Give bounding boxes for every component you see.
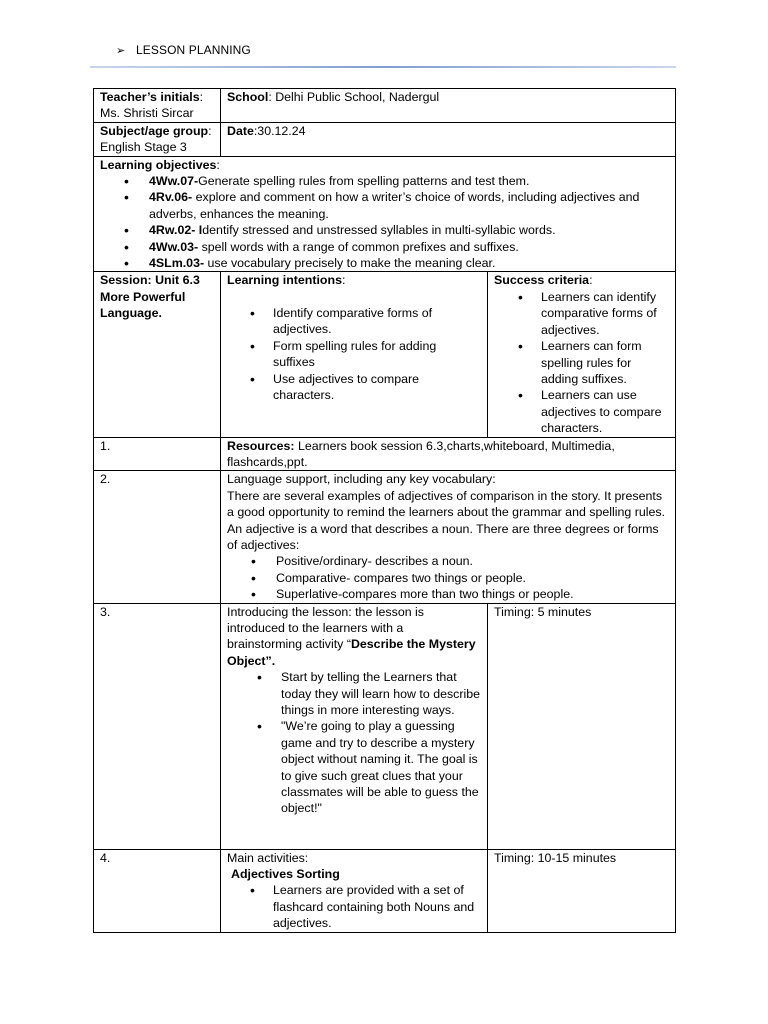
- objective-text: Generate spelling rules from spelling patterns and test them.: [198, 174, 530, 189]
- main-activities-subheading: Adjectives Sorting: [231, 867, 340, 881]
- objective-item: [100, 239, 669, 255]
- page-title: LESSON PLANNING: [136, 43, 251, 57]
- objectives-row: [94, 156, 676, 272]
- subject-label: Subject/age group: [100, 123, 209, 138]
- introduction-activity: Describe the Mystery Object”.: [227, 637, 476, 668]
- objective-code: 4SLm.03-: [149, 256, 205, 271]
- teacher-label: Teacher’s initials: [100, 90, 200, 104]
- introduction-step: • "We’re going to play a guessing game and try to describe a mystery object without naming it. The goal is to give such great clues that your classmates will be able to guess the object!": [227, 718, 481, 816]
- objective-item: [100, 255, 669, 271]
- objectives-cell: Learning objectives: • 4Ww.07-Generate spelling rules from spelling patterns and test them. • 4Rv.06- explore and comment on how a writer’s choice of words, including adjectives and adverbs, enhances the meaning. • 4Rw.02- Identify stressed and unstressed syllables in multi-syllabic words. • 4Ww.03- spell words with a range of common prefixes and suffixes. • 4SLm.03- use vocabulary precisely to make the meaning clear.: [94, 156, 676, 272]
- criteria-label: Success criteria: [494, 273, 590, 288]
- criteria-item: • Learners can form spelling rules for adding suffixes.: [494, 338, 669, 387]
- school-label: School: [227, 90, 269, 104]
- main-activities-row: [94, 849, 676, 932]
- school-cell: [221, 89, 676, 123]
- adjective-degrees-list: [227, 553, 669, 602]
- header-divider: [90, 66, 676, 68]
- main-activities-heading: Main activities:: [227, 850, 309, 865]
- row-number: 1.: [94, 437, 221, 471]
- objective-code: 4Rv.06-: [149, 190, 193, 205]
- introduction-steps-list: [227, 669, 481, 817]
- subject-row: [94, 122, 676, 156]
- objectives-label: Learning objectives: [100, 157, 217, 172]
- row-number: 3.: [94, 603, 221, 849]
- intention-item: • Form spelling rules for adding suffixes: [227, 338, 481, 371]
- session-title: Session: Unit 6.3 More Powerful Language.: [100, 273, 200, 321]
- objective-code: 4Ww.03-: [149, 239, 199, 254]
- resources-cell: [221, 437, 676, 471]
- subject-cell: Subject/age group: English Stage 3: [94, 122, 221, 156]
- intentions-label: Learning intentions: [227, 273, 342, 288]
- teacher-name: Ms. Shristi Sircar: [100, 106, 194, 121]
- date-cell: [221, 122, 676, 156]
- language-support-paragraph: There are several examples of adjectives of comparison in the story. It presents a good opportunity to remind the learners about the grammar and spelling rules. An adjective is a word that describes a noun. There are three degrees or forms of adjectives:: [227, 488, 666, 552]
- resources-label: Resources:: [227, 438, 295, 453]
- resources-text: Learners book session 6.3,charts,whiteboard, Multimedia, flashcards,ppt.: [227, 438, 615, 469]
- main-activity-item: • Learners are provided with a set of flashcard containing both Nouns and adjectives.: [227, 882, 481, 931]
- objective-item: [100, 222, 669, 238]
- objective-text: dentify stressed and unstressed syllables in multi-syllabic words.: [202, 223, 556, 238]
- objective-text: spell words with a range of common prefixes and suffixes.: [198, 239, 519, 254]
- criteria-item: • Learners can identify comparative forms of adjectives.: [494, 289, 669, 338]
- introduction-timing: Timing: 5 minutes: [488, 603, 676, 849]
- degree-item: • Comparative- compares two things or people.: [227, 570, 669, 586]
- lesson-plan-table: [93, 88, 676, 933]
- objective-code: 4Ww.07-: [149, 174, 199, 189]
- date-value: :30.12.24: [253, 123, 306, 138]
- criteria-list: [494, 289, 669, 437]
- row-number: 4.: [94, 849, 221, 932]
- criteria-item: • Learners can use adjectives to compare characters.: [494, 387, 669, 436]
- subject-value: English Stage 3: [100, 140, 187, 155]
- introduction-cell: [221, 603, 488, 849]
- objective-item: [100, 189, 669, 222]
- arrow-bullet-icon: ➢: [116, 45, 126, 57]
- school-value: : Delhi Public School, Nadergul: [268, 90, 440, 104]
- session-cell: [94, 272, 221, 437]
- objective-item: [100, 173, 669, 189]
- criteria-cell: Success criteria: • Learners can identify comparative forms of adjectives. • Learners can form spelling rules for adding suffixes. • Learners can use adjectives to compare characters.: [488, 272, 676, 437]
- row-number: 2.: [94, 471, 221, 603]
- intention-item: • Use adjectives to compare characters.: [227, 371, 481, 404]
- introduction-row: [94, 603, 676, 849]
- degree-item: • Superlative-compares more than two things or people.: [227, 586, 669, 602]
- intentions-cell: Learning intentions: • Identify comparative forms of adjectives. • Form spelling rules for adding suffixes • Use adjectives to compare characters.: [221, 272, 488, 437]
- session-row: [94, 272, 676, 437]
- objective-code: 4Rw.02- I: [149, 223, 203, 238]
- objectives-list: [100, 173, 669, 271]
- main-activities-cell: [221, 849, 488, 932]
- main-activities-timing: Timing: 10-15 minutes: [488, 849, 676, 932]
- main-activities-list: [227, 882, 481, 931]
- introduction-text: Introducing the lesson: the lesson is introduced to the learners with a brainstorming activity “: [227, 604, 424, 652]
- introduction-step: • Start by telling the Learners that today they will learn how to describe things in more interesting ways.: [227, 669, 481, 718]
- language-support-cell: [221, 471, 676, 603]
- language-support-row: [94, 471, 676, 603]
- degree-item: • Positive/ordinary- describes a noun.: [227, 553, 669, 569]
- resources-row: [94, 437, 676, 471]
- intention-item: • Identify comparative forms of adjectives.: [227, 305, 481, 338]
- page-header: [116, 43, 251, 57]
- language-support-heading: Language support, including any key vocabulary:: [227, 472, 496, 487]
- intentions-list: [227, 305, 481, 403]
- objective-text: use vocabulary precisely to make the meaning clear.: [204, 256, 496, 271]
- teacher-row: [94, 89, 676, 123]
- objective-text: explore and comment on how a writer’s choice of words, including adjectives and adverbs, enhances the meaning.: [149, 190, 640, 221]
- date-label: Date: [227, 123, 254, 138]
- teacher-cell: Teacher’s initials: Ms. Shristi Sircar: [94, 89, 221, 123]
